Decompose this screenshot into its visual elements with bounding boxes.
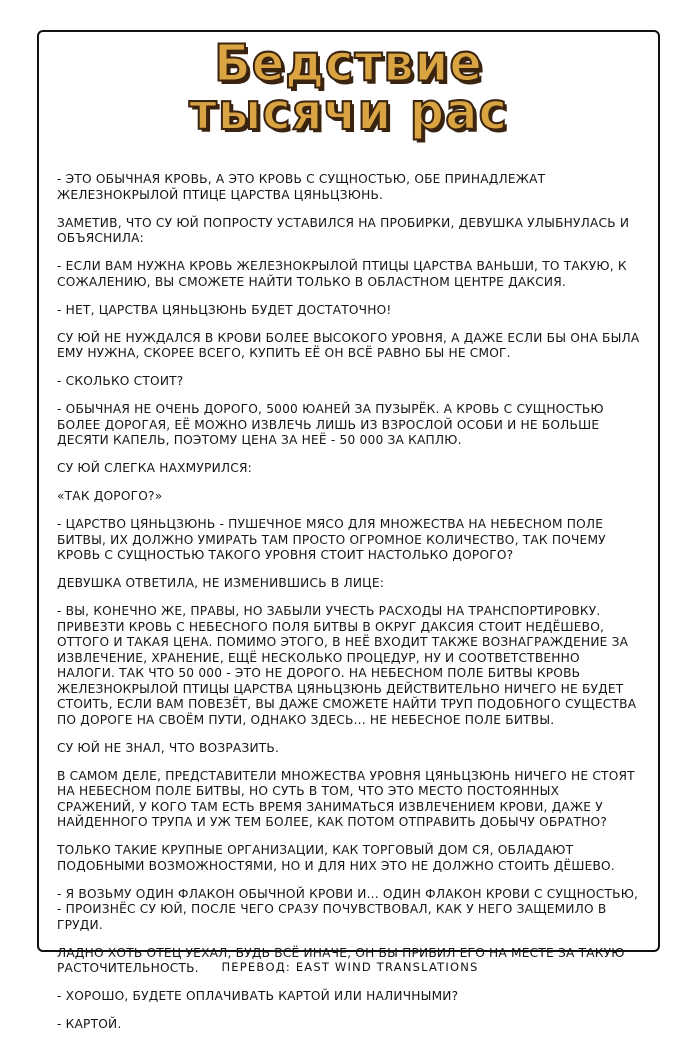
paragraph: СУ ЮЙ СЛЕГКА НАХМУРИЛСЯ: xyxy=(57,461,252,475)
paragraph: - СКОЛЬКО СТОИТ? xyxy=(57,374,184,388)
paragraph: - ОБЫЧНАЯ НЕ ОЧЕНЬ ДОРОГО, 5000 ЮАНЕЙ ЗА ПУЗЫРЁК. А КРОВЬ С СУЩНОСТЬЮ БОЛЕЕ ДОРОГАЯ, ЕЁ МОЖНО ИЗВЛЕЧЬ ЛИШЬ ИЗ ВЗРОСЛОЙ ОСОБИ И НЕ БОЛЬШЕ ДЕСЯТИ КАПЕЛЬ, ПОЭТОМУ ЦЕНА ЗА НЕЁ - 50 000 ЗА КАПЛЮ. xyxy=(57,402,604,447)
translator-credit: ПЕРЕВОД: EAST WIND TRANSLATIONS xyxy=(221,960,479,974)
paragraph: «ТАК ДОРОГО?» xyxy=(57,489,163,503)
title-line-2: тысячи рас xyxy=(189,82,508,142)
paragraph: - ЕСЛИ ВАМ НУЖНА КРОВЬ ЖЕЛЕЗНОКРЫЛОЙ ПТИЦЫ ЦАРСТВА ВАНЬШИ, ТО ТАКУЮ, К СОЖАЛЕНИЮ, ВЫ СМОЖЕТЕ НАЙТИ ТОЛЬКО В ОБЛАСТНОМ ЦЕНТРЕ ДАКСИЯ. xyxy=(57,259,627,289)
paragraph: - ХОРОШО, БУДЕТЕ ОПЛАЧИВАТЬ КАРТОЙ ИЛИ НАЛИЧНЫМИ? xyxy=(57,989,459,1003)
title-line-1: Бедствие xyxy=(214,34,483,94)
paragraph: В САМОМ ДЕЛЕ, ПРЕДСТАВИТЕЛИ МНОЖЕСТВА УРОВНЯ ЦЯНЬЦЗЮНЬ НИЧЕГО НЕ СТОЯТ НА НЕБЕСНОМ ПОЛЕ БИТВЫ, НО СУТЬ В ТОМ, ЧТО ЭТО МЕСТО ПОСТОЯННЫХ СРАЖЕНИЙ, У КОГО ТАМ ЕСТЬ ВРЕМЯ ЗАНИМАТЬСЯ ИЗВЛЕЧЕНИЕМ КРОВИ, ДАЖЕ У НАЙДЕННОГО ТРУПА И УЖ ТЕМ БОЛЕЕ, КАК ПОТОМ ОТПРАВИТЬ ДОБЫЧУ ОБРАТНО? xyxy=(57,768,635,829)
paragraph: ТОЛЬКО ТАКИЕ КРУПНЫЕ ОРГАНИЗАЦИИ, КАК ТОРГОВЫЙ ДОМ СЯ, ОБЛАДАЮТ ПОДОБНЫМИ ВОЗМОЖНОСТЯМИ, НО И ДЛЯ НИХ ЭТО НЕ ДОЛЖНО СТОИТЬ ДЁШЕВО. xyxy=(57,843,615,873)
paragraph: - ЦАРСТВО ЦЯНЬЦЗЮНЬ - ПУШЕЧНОЕ МЯСО ДЛЯ МНОЖЕСТВА НА НЕБЕСНОМ ПОЛЕ БИТВЫ, ИХ ДОЛЖНО УМИРАТЬ ТАМ ПРОСТО ОГРОМНОЕ КОЛИЧЕСТВО, ТАК ПОЧЕМУ КРОВЬ С СУЩНОСТЬЮ ТАКОГО УРОВНЯ СТОИТ НАСТОЛЬКО ДОРОГО? xyxy=(57,517,606,562)
paragraph: - Я ВОЗЬМУ ОДИН ФЛАКОН ОБЫЧНОЙ КРОВИ И... ОДИН ФЛАКОН КРОВИ С СУЩНОСТЬЮ, - ПРОИЗНЁС СУ ЮЙ, ПОСЛЕ ЧЕГО СРАЗУ ПОЧУВСТВОВАЛ, КАК У НЕГО ЗАЩЕМИЛО В ГРУДИ. xyxy=(57,886,639,932)
paragraph: ЗАМЕТИВ, ЧТО СУ ЮЙ ПОПРОСТУ УСТАВИЛСЯ НА ПРОБИРКИ, ДЕВУШКА УЛЫБНУЛАСЬ И ОБЪЯСНИЛА: xyxy=(57,215,630,245)
paragraph: СУ ЮЙ НЕ НУЖДАЛСЯ В КРОВИ БОЛЕЕ ВЫСОКОГО УРОВНЯ, А ДАЖЕ ЕСЛИ БЫ ОНА БЫЛА ЕМУ НУЖНА, СКОРЕЕ ВСЕГО, КУПИТЬ ЕЁ ОН ВСЁ РАВНО БЫ НЕ СМОГ. xyxy=(57,330,640,360)
page-title xyxy=(39,34,658,142)
paragraph: - КАРТОЙ. xyxy=(57,1017,122,1031)
paragraph: - НЕТ, ЦАРСТВА ЦЯНЬЦЗЮНЬ БУДЕТ ДОСТАТОЧНО! xyxy=(57,302,392,317)
paragraph: ЛАДНО ХОТЬ ОТЕЦ УЕХАЛ, БУДЬ ВСЁ ИНАЧЕ, ОН БЫ ПРИБИЛ ЕГО НА МЕСТЕ ЗА ТАКУЮ РАСТОЧИТЕЛЬНОСТЬ. xyxy=(57,945,625,975)
paragraph: СУ ЮЙ НЕ ЗНАЛ, ЧТО ВОЗРАЗИТЬ. xyxy=(57,740,280,755)
paragraph: - ЭТО ОБЫЧНАЯ КРОВЬ, А ЭТО КРОВЬ С СУЩНОСТЬЮ, ОБЕ ПРИНАДЛЕЖАТ ЖЕЛЕЗНОКРЫЛОЙ ПТИЦЕ ЦАРСТВА ЦЯНЬЦЗЮНЬ. xyxy=(57,172,546,202)
text-body xyxy=(57,172,640,1045)
paragraph: - ВЫ, КОНЕЧНО ЖЕ, ПРАВЫ, НО ЗАБЫЛИ УЧЕСТЬ РАСХОДЫ НА ТРАНСПОРТИРОВКУ. ПРИВЕЗТИ КРОВЬ С НЕБЕСНОГО ПОЛЯ БИТВЫ В ОКРУГ ДАКСИЯ СТОИТ НЕДЁШЕВО, ОТТОГО И ТАКАЯ ЦЕНА. ПОМИМО ЭТОГО, В НЕЁ ВХОДИТ ТАКЖЕ ВОЗНАГРАЖДЕНИЕ ЗА ИЗВЛЕЧЕНИЕ, ХРАНЕНИЕ, ЕЩЁ НЕСКОЛЬКО ПРОЦЕДУР, НУ И СООТВЕТСТВЕННО НАЛОГИ. ТАК ЧТО 50 000 - ЭТО НЕ ДОРОГО. НА НЕБЕСНОМ ПОЛЕ БИТВЫ КРОВЬ ЖЕЛЕЗНОКРЫЛОЙ ПТИЦЫ ЦАРСТВА ЦЯНЬЦЗЮНЬ ДЕЙСТВИТЕЛЬНО НИЧЕГО НЕ БУДЕТ СТОИТЬ, ЕСЛИ ВАМ ПОВЕЗЁТ, ВЫ ДАЖЕ СМОЖЕТЕ НАЙТИ ТРУП ПОДОБНОГО СУЩЕСТВА ПО ДОРОГЕ НА СВОЁМ ПУТИ, ОДНАКО ЗДЕСЬ... НЕ НЕБЕСНОЕ ПОЛЕ БИТВЫ. xyxy=(57,604,637,727)
paragraph: ДЕВУШКА ОТВЕТИЛА, НЕ ИЗМЕНИВШИСЬ В ЛИЦЕ: xyxy=(57,576,385,590)
